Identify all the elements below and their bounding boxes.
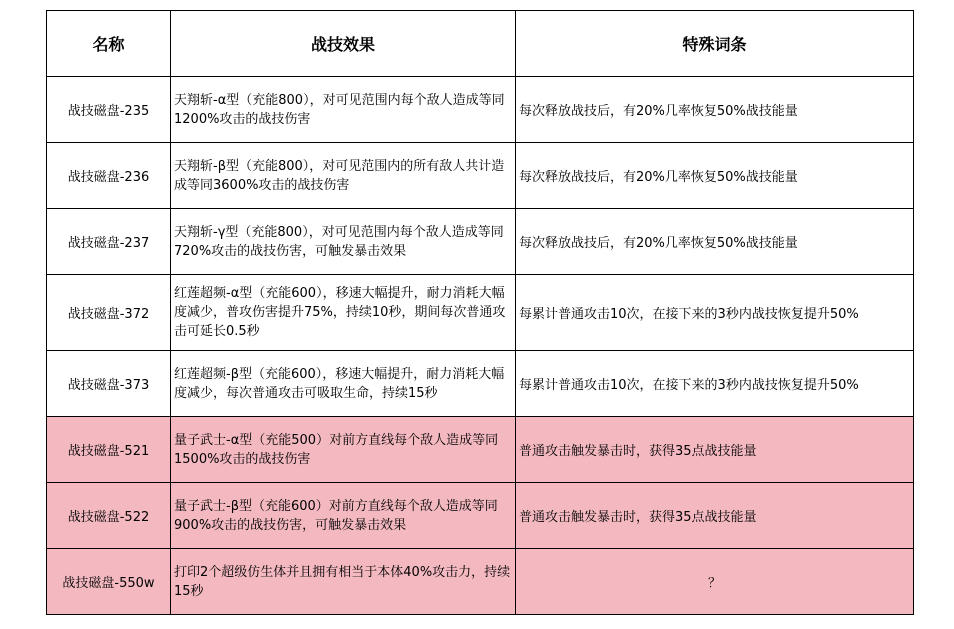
skill-effect-cell: 天翔斩-β型（充能800），对可见范围内的所有敌人共计造成等同3600%攻击的战技伤害 [171, 143, 516, 209]
skill-special-cell: 每累计普通攻击10次，在接下来的3秒内战技恢复提升50% [516, 275, 914, 351]
header-name: 名称 [47, 11, 171, 77]
skill-name-cell: 战技磁盘-237 [47, 209, 171, 275]
skill-effect-cell: 天翔斩-α型（充能800），对可见范围内每个敌人造成等同1200%攻击的战技伤害 [171, 77, 516, 143]
skill-special-cell: 每次释放战技后，有20%几率恢复50%战技能量 [516, 143, 914, 209]
skill-name-cell: 战技磁盘-373 [47, 351, 171, 417]
skill-name-cell: 战技磁盘-372 [47, 275, 171, 351]
skill-special-cell: 普通攻击触发暴击时，获得35点战技能量 [516, 417, 914, 483]
table-row [47, 549, 914, 615]
skill-disk-table [46, 10, 914, 615]
skill-name-cell: 战技磁盘-236 [47, 143, 171, 209]
table-row [47, 77, 914, 143]
skill-name-cell: 战技磁盘-521 [47, 417, 171, 483]
skill-effect-cell: 天翔斩-γ型（充能800），对可见范围内每个敌人造成等同720%攻击的战技伤害，可触发暴击效果 [171, 209, 516, 275]
skill-effect-cell: 量子武士-α型（充能500）对前方直线每个敌人造成等同1500%攻击的战技伤害 [171, 417, 516, 483]
header-row [47, 11, 914, 77]
table-row [47, 351, 914, 417]
skill-effect-cell: 红莲超频-β型（充能600），移速大幅提升，耐力消耗大幅度减少，每次普通攻击可吸取生命，持续15秒 [171, 351, 516, 417]
header-effect: 战技效果 [171, 11, 516, 77]
skill-name-cell: 战技磁盘-235 [47, 77, 171, 143]
skill-effect-cell: 红莲超频-α型（充能600），移速大幅提升，耐力消耗大幅度减少，普攻伤害提升75%，持续10秒，期间每次普通攻击可延长0.5秒 [171, 275, 516, 351]
skill-special-cell: 每累计普通攻击10次，在接下来的3秒内战技恢复提升50% [516, 351, 914, 417]
skill-special-cell: 普通攻击触发暴击时，获得35点战技能量 [516, 483, 914, 549]
skill-name-cell: 战技磁盘-550w [47, 549, 171, 615]
skill-effect-cell: 量子武士-β型（充能600）对前方直线每个敌人造成等同900%攻击的战技伤害，可触发暴击效果 [171, 483, 516, 549]
table-row [47, 143, 914, 209]
skill-effect-cell: 打印2个超级仿生体并且拥有相当于本体40%攻击力，持续15秒 [171, 549, 516, 615]
skill-special-cell: ？ [516, 549, 914, 615]
table-row [47, 275, 914, 351]
table-row [47, 483, 914, 549]
skill-special-cell: 每次释放战技后，有20%几率恢复50%战技能量 [516, 209, 914, 275]
header-special: 特殊词条 [516, 11, 914, 77]
skill-special-cell: 每次释放战技后，有20%几率恢复50%战技能量 [516, 77, 914, 143]
skill-name-cell: 战技磁盘-522 [47, 483, 171, 549]
table-row [47, 209, 914, 275]
table-row [47, 417, 914, 483]
